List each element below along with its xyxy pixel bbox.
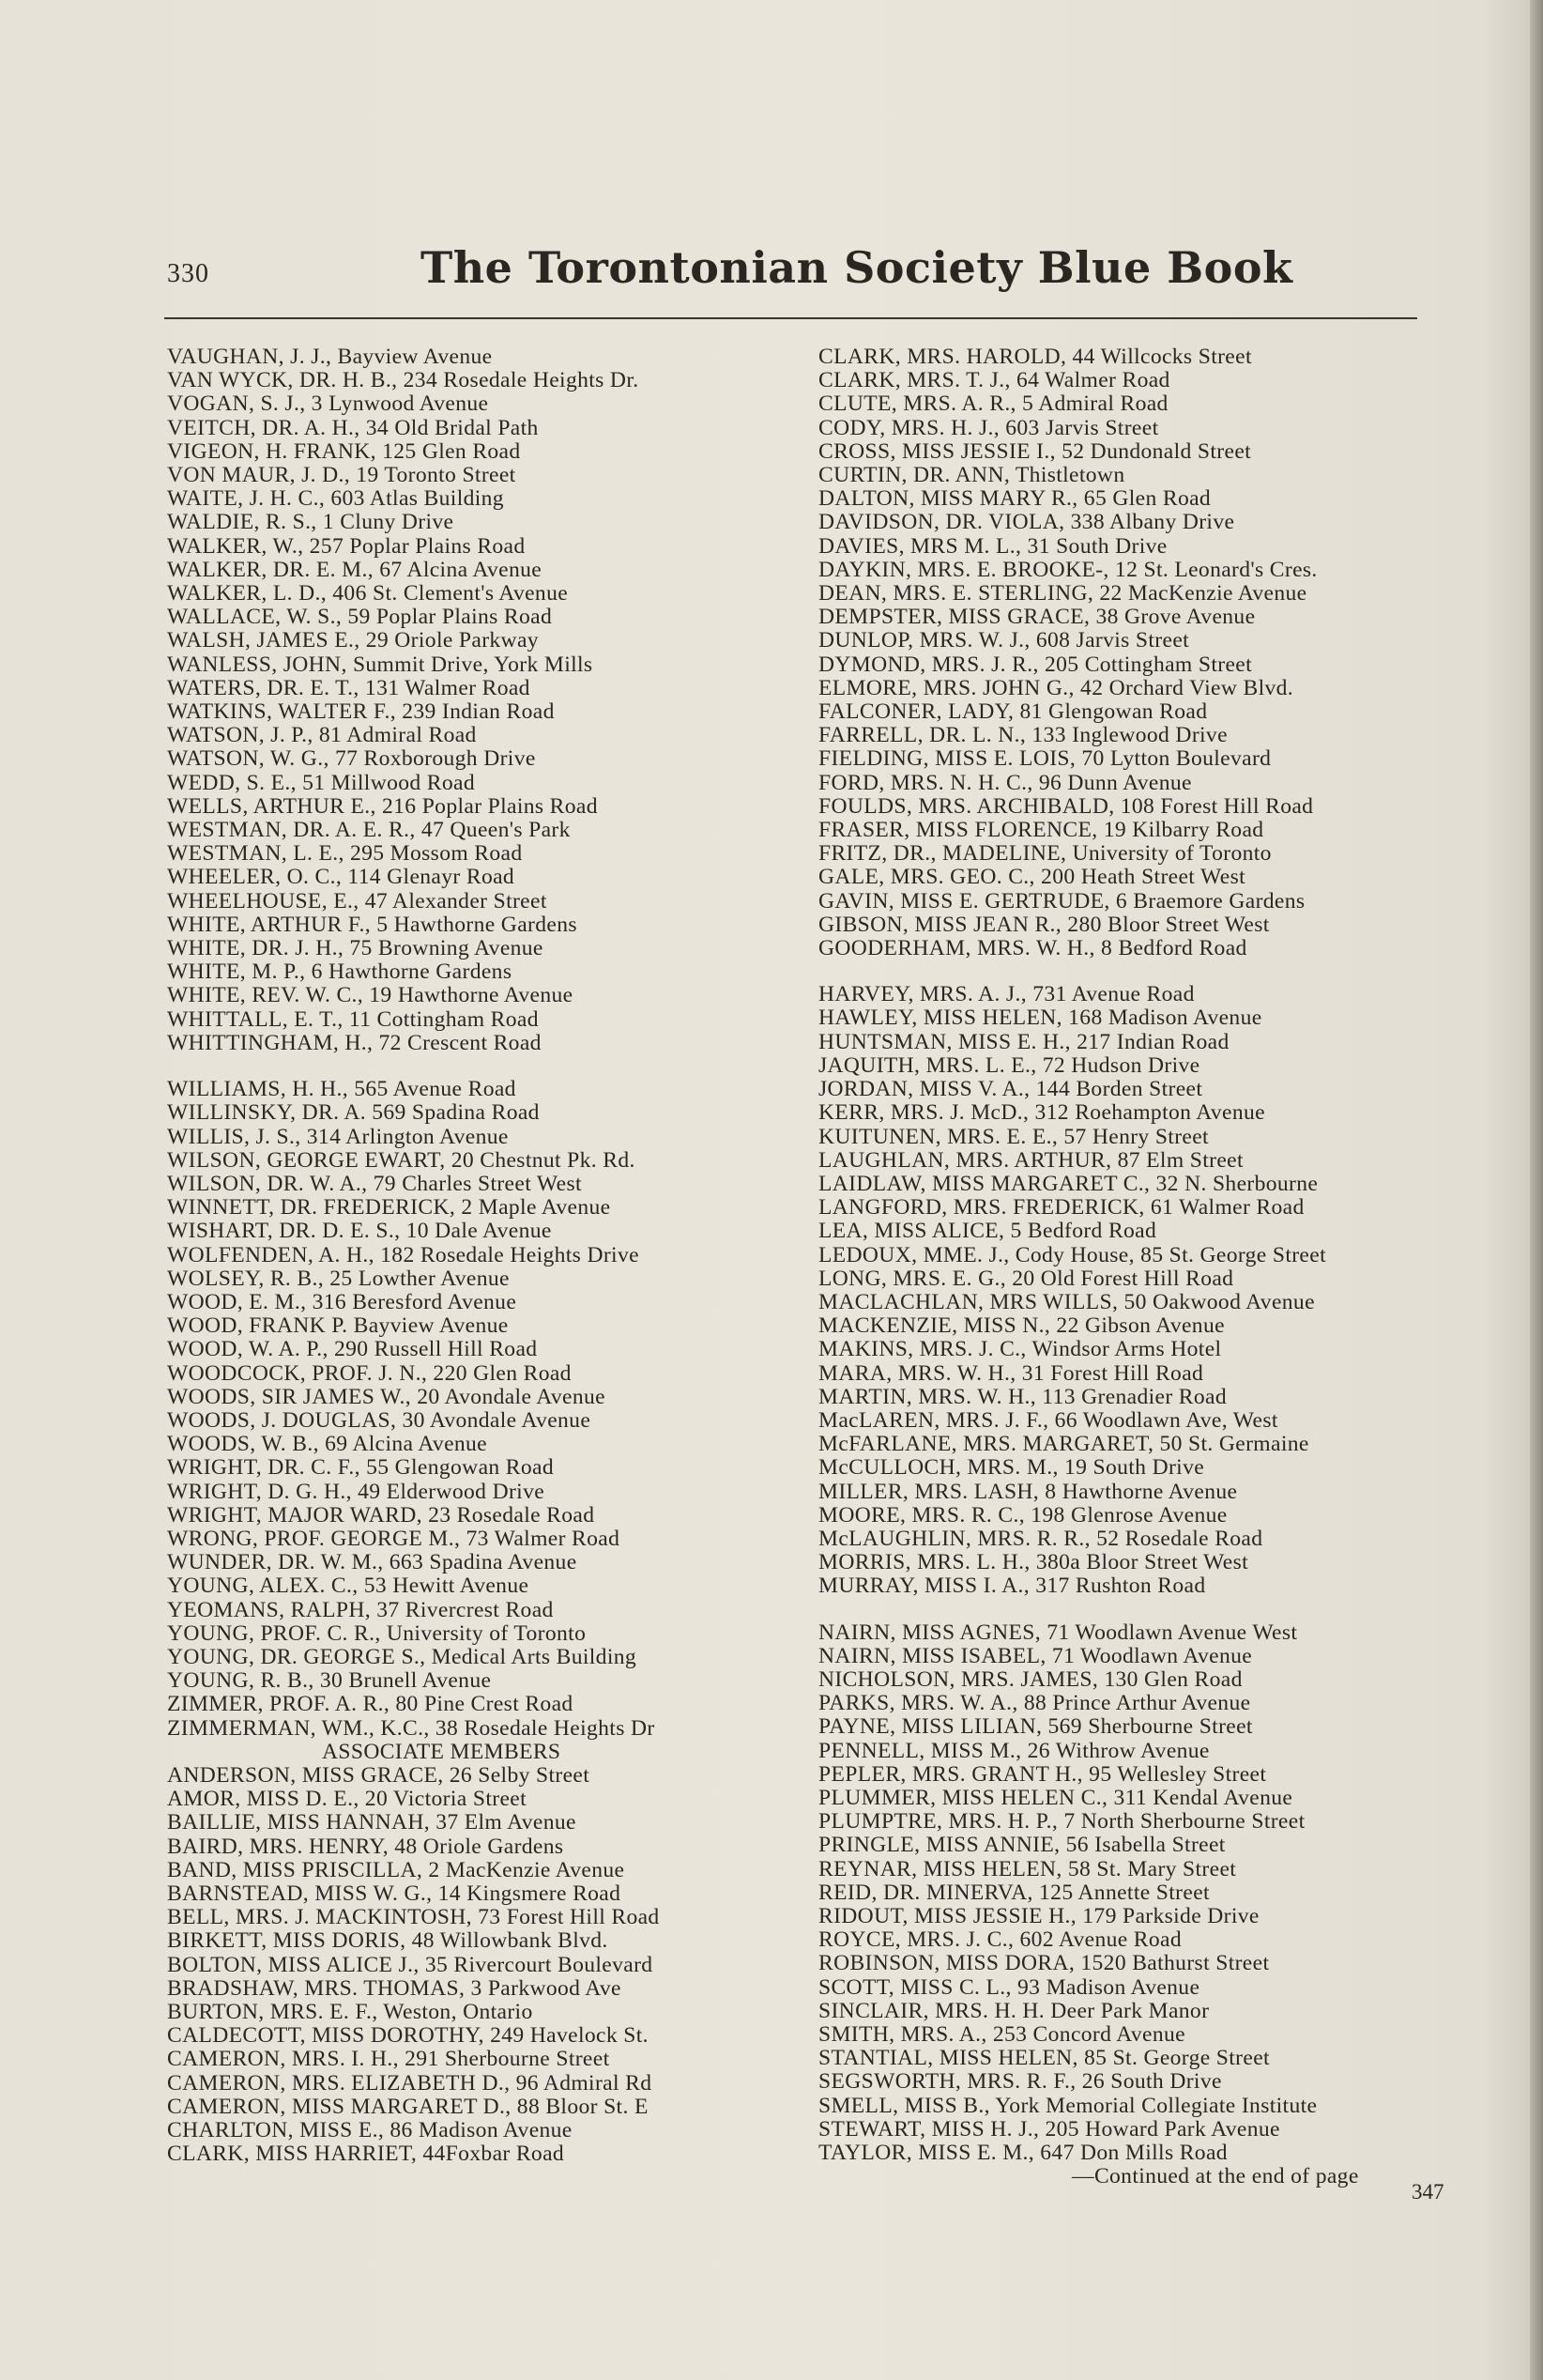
left-column: [167, 345, 787, 2166]
right-group-2: [818, 983, 1457, 1598]
directory-entry: WHITE, ARTHUR F., 5 Hawthorne Gardens: [167, 912, 577, 937]
directory-entry: GOODERHAM, MRS. W. H., 8 Bedford Road: [818, 936, 1247, 961]
directory-entry: YOUNG, DR. GEORGE S., Medical Arts Building: [167, 1644, 637, 1669]
directory-entry: WOOD, FRANK P. Bayview Avenue: [167, 1313, 509, 1339]
directory-entry: WESTMAN, DR. A. E. R., 47 Queen's Park: [167, 818, 571, 843]
directory-entry: CLUTE, MRS. A. R., 5 Admiral Road: [818, 392, 1169, 417]
directory-entry: McCULLOCH, MRS. M., 19 South Drive: [818, 1455, 1205, 1481]
directory-entry: ZIMMER, PROF. A. R., 80 Pine Crest Road: [167, 1692, 573, 1717]
directory-entry: WEDD, S. E., 51 Millwood Road: [167, 770, 475, 795]
directory-entry: VIGEON, H. FRANK, 125 Glen Road: [167, 438, 521, 464]
directory-entry: NICHOLSON, MRS. JAMES, 130 Glen Road: [818, 1666, 1243, 1692]
directory-entry: PLUMPTRE, MRS. H. P., 7 North Sherbourne Street: [818, 1809, 1306, 1835]
directory-entry: WOODS, W. B., 69 Alcina Avenue: [167, 1432, 488, 1457]
directory-entry: WANLESS, JOHN, Summit Drive, York Mills: [167, 652, 593, 677]
directory-entry: CLARK, MISS HARRIET, 44Foxbar Road: [167, 2142, 565, 2167]
directory-entry: ROYCE, MRS. J. C., 602 Avenue Road: [818, 1927, 1183, 1953]
directory-entry: LEDOUX, MME. J., Cody House, 85 St. George Street: [818, 1242, 1326, 1267]
directory-entry: CLARK, MRS. HAROLD, 44 Willcocks Street: [818, 345, 1252, 369]
directory-entry: CROSS, MISS JESSIE I., 52 Dundonald Street: [818, 438, 1252, 464]
associate-members-heading: ASSOCIATE MEMBERS: [322, 1739, 561, 1764]
directory-entry: SMITH, MRS. A., 253 Concord Avenue: [818, 2022, 1185, 2048]
directory-entry: WILLINSKY, DR. A. 569 Spadina Road: [167, 1100, 540, 1126]
directory-entry: STANTIAL, MISS HELEN, 85 St. George Street: [818, 2046, 1270, 2071]
directory-entry: VOGAN, S. J., 3 Lynwood Avenue: [167, 392, 489, 417]
directory-entry: WOODS, SIR JAMES W., 20 Avondale Avenue: [167, 1384, 605, 1409]
directory-entry: REID, DR. MINERVA, 125 Annette Street: [818, 1880, 1210, 1905]
directory-entry: YOUNG, PROF. C. R., University of Toronto: [167, 1620, 587, 1646]
continued-note: —Continued at the end of page: [1072, 2164, 1359, 2189]
directory-entry: WOLFENDEN, A. H., 182 Rosedale Heights Drive: [167, 1242, 639, 1267]
directory-entry: WELLS, ARTHUR E., 216 Poplar Plains Road: [167, 793, 598, 819]
directory-entry: DAVIDSON, DR. VIOLA, 338 Albany Drive: [818, 510, 1235, 535]
directory-entry: WOLSEY, R. B., 25 Lowther Avenue: [167, 1266, 510, 1291]
directory-entry: SINCLAIR, MRS. H. H. Deer Park Manor: [818, 1998, 1210, 2023]
directory-entry: VEITCH, DR. A. H., 34 Old Bridal Path: [167, 415, 539, 440]
spacer: [167, 1055, 787, 1078]
directory-entry: McFARLANE, MRS. MARGARET, 50 St. Germaine: [818, 1432, 1309, 1457]
directory-entry: CAMERON, MRS. ELIZABETH D., 96 Admiral Rd: [167, 2070, 652, 2096]
directory-entry: HUNTSMAN, MISS E. H., 217 Indian Road: [818, 1029, 1230, 1054]
directory-entry: MAKINS, MRS. J. C., Windsor Arms Hotel: [818, 1337, 1222, 1362]
directory-entry: WRONG, PROF. GEORGE M., 73 Walmer Road: [167, 1526, 620, 1551]
directory-entry: BIRKETT, MISS DORIS, 48 Willowbank Blvd.: [167, 1928, 608, 1954]
directory-entry: MacLAREN, MRS. J. F., 66 Woodlawn Ave, West: [818, 1407, 1278, 1433]
directory-entry: WATKINS, WALTER F., 239 Indian Road: [167, 699, 555, 725]
directory-entry: WALKER, L. D., 406 St. Clement's Avenue: [167, 581, 569, 607]
directory-entry: BAND, MISS PRISCILLA, 2 MacKenzie Avenue: [167, 1857, 625, 1882]
directory-entry: DALTON, MISS MARY R., 65 Glen Road: [818, 486, 1212, 512]
directory-entry: BURTON, MRS. E. F., Weston, Ontario: [167, 2000, 533, 2025]
book-title: The Torontonian Society Blue Book: [420, 242, 1293, 293]
directory-entry: PRINGLE, MISS ANNIE, 56 Isabella Street: [818, 1833, 1226, 1858]
directory-entry: KERR, MRS. J. McD., 312 Roehampton Avenue: [818, 1100, 1265, 1126]
right-group-1: [818, 345, 1457, 960]
right-column: [818, 345, 1457, 2188]
directory-entry: LAUGHLAN, MRS. ARTHUR, 87 Elm Street: [818, 1147, 1244, 1173]
directory-entry: RIDOUT, MISS JESSIE H., 179 Parkside Drive: [818, 1904, 1260, 1928]
directory-entry: DUNLOP, MRS. W. J., 608 Jarvis Street: [818, 628, 1190, 653]
directory-entry: BRADSHAW, MRS. THOMAS, 3 Parkwood Ave: [167, 1975, 621, 2001]
directory-entry: DAVIES, MRS M. L., 31 South Drive: [818, 533, 1168, 559]
directory-entry: BELL, MRS. J. MACKINTOSH, 73 Forest Hill Road: [167, 1905, 660, 1930]
directory-entry: CALDECOTT, MISS DOROTHY, 249 Havelock St.: [167, 2023, 649, 2049]
directory-entry: McLAUGHLIN, MRS. R. R., 52 Rosedale Road: [818, 1526, 1263, 1551]
directory-entry: WOODS, J. DOUGLAS, 30 Avondale Avenue: [167, 1407, 591, 1433]
directory-entry: AMOR, MISS D. E., 20 Victoria Street: [167, 1787, 527, 1812]
left-group-3: [167, 1764, 787, 2166]
directory-entry: SCOTT, MISS C. L., 93 Madison Avenue: [818, 1974, 1200, 2000]
directory-entry: WHEELER, O. C., 114 Glenayr Road: [167, 865, 515, 890]
directory-entry: WOODCOCK, PROF. J. N., 220 Glen Road: [167, 1360, 572, 1386]
directory-entry: NAIRN, MISS ISABEL, 71 Woodlawn Avenue: [818, 1643, 1253, 1668]
directory-entry: DEMPSTER, MISS GRACE, 38 Grove Avenue: [818, 605, 1256, 630]
page-edge: [1530, 0, 1543, 2380]
directory-entry: REYNAR, MISS HELEN, 58 St. Mary Street: [818, 1856, 1237, 1881]
directory-entry: WALKER, W., 257 Poplar Plains Road: [167, 533, 526, 559]
directory-entry: BOLTON, MISS ALICE J., 35 Rivercourt Boulevard: [167, 1952, 653, 1977]
directory-entry: WILLIAMS, H. H., 565 Avenue Road: [167, 1077, 516, 1102]
directory-entry: FIELDING, MISS E. LOIS, 70 Lytton Boulevard: [818, 746, 1272, 772]
directory-entry: DAYKIN, MRS. E. BROOKE-, 12 St. Leonard's Cres.: [818, 557, 1318, 582]
directory-entry: ANDERSON, MISS GRACE, 26 Selby Street: [167, 1762, 590, 1788]
directory-entry: MARTIN, MRS. W. H., 113 Grenadier Road: [818, 1384, 1228, 1409]
directory-entry: MARA, MRS. W. H., 31 Forest Hill Road: [818, 1360, 1204, 1386]
directory-entry: WUNDER, DR. W. M., 663 Spadina Avenue: [167, 1550, 577, 1575]
directory-entry: MACKENZIE, MISS N., 22 Gibson Avenue: [818, 1313, 1225, 1339]
page-header: [167, 242, 1415, 293]
directory-entry: WILSON, GEORGE EWART, 20 Chestnut Pk. Rd.: [167, 1147, 635, 1173]
directory-entry: CLARK, MRS. T. J., 64 Walmer Road: [818, 368, 1170, 393]
directory-entry: WALLACE, W. S., 59 Poplar Plains Road: [167, 605, 553, 630]
directory-entry: LONG, MRS. E. G., 20 Old Forest Hill Road: [818, 1266, 1234, 1291]
directory-entry: GALE, MRS. GEO. C., 200 Heath Street West: [818, 865, 1246, 890]
directory-entry: WALSH, JAMES E., 29 Oriole Parkway: [167, 628, 539, 653]
spacer: [818, 1599, 1457, 1621]
directory-entry: DEAN, MRS. E. STERLING, 22 MacKenzie Avenue: [818, 581, 1307, 607]
directory-entry: WHITTINGHAM, H., 72 Crescent Road: [167, 1030, 542, 1055]
directory-entry: STEWART, MISS H. J., 205 Howard Park Avenue: [818, 2116, 1280, 2142]
directory-entry: FORD, MRS. N. H. C., 96 Dunn Avenue: [818, 770, 1192, 795]
directory-entry: WALKER, DR. E. M., 67 Alcina Avenue: [167, 557, 542, 582]
continued-page-number: 347: [1412, 2180, 1444, 2203]
directory-entry: CAMERON, MISS MARGARET D., 88 Bloor St. E: [167, 2094, 649, 2119]
directory-entry: SMELL, MISS B., York Memorial Collegiate Institute: [818, 2093, 1318, 2118]
directory-entry: WOOD, E. M., 316 Beresford Avenue: [167, 1289, 517, 1314]
left-group-2: [167, 1078, 787, 1741]
directory-entry: FARRELL, DR. L. N., 133 Inglewood Drive: [818, 723, 1228, 748]
directory-entry: PAYNE, MISS LILIAN, 569 Sherbourne Street: [818, 1714, 1253, 1740]
directory-entry: MORRIS, MRS. L. H., 380a Bloor Street West: [818, 1550, 1249, 1575]
directory-entry: JORDAN, MISS V. A., 144 Borden Street: [818, 1077, 1203, 1102]
directory-entry: BAILLIE, MISS HANNAH, 37 Elm Avenue: [167, 1810, 576, 1835]
directory-entry: DYMOND, MRS. J. R., 205 Cottingham Street: [818, 652, 1252, 677]
directory-entry: ROBINSON, MISS DORA, 1520 Bathurst Street: [818, 1951, 1270, 1976]
directory-entry: ELMORE, MRS. JOHN G., 42 Orchard View Blvd.: [818, 675, 1294, 700]
directory-entry: WAITE, J. H. C., 603 Atlas Building: [167, 486, 504, 512]
directory-entry: WHITE, DR. J. H., 75 Browning Avenue: [167, 936, 543, 961]
directory-entry: PENNELL, MISS M., 26 Withrow Avenue: [818, 1738, 1210, 1763]
directory-entry: GAVIN, MISS E. GERTRUDE, 6 Braemore Gardens: [818, 888, 1306, 914]
directory-entry: WRIGHT, MAJOR WARD, 23 Rosedale Road: [167, 1502, 595, 1528]
directory-entry: WHITE, M. P., 6 Hawthorne Gardens: [167, 960, 512, 985]
directory-entry: LEA, MISS ALICE, 5 Bedford Road: [818, 1219, 1157, 1244]
directory-entry: YEOMANS, RALPH, 37 Rivercrest Road: [167, 1597, 554, 1622]
right-group-3: [818, 1621, 1457, 2166]
directory-entry: LAIDLAW, MISS MARGARET C., 32 N. Sherbourne: [818, 1171, 1319, 1196]
directory-entry: WINNETT, DR. FREDERICK, 2 Maple Avenue: [167, 1195, 611, 1221]
directory-entry: WOOD, W. A. P., 290 Russell Hill Road: [167, 1337, 538, 1362]
directory-entry: WESTMAN, L. E., 295 Mossom Road: [167, 841, 523, 867]
directory-entry: FRASER, MISS FLORENCE, 19 Kilbarry Road: [818, 818, 1264, 843]
directory-entry: MURRAY, MISS I. A., 317 Rushton Road: [818, 1574, 1206, 1599]
left-group-1: [167, 345, 787, 1055]
directory-entry: HARVEY, MRS. A. J., 731 Avenue Road: [818, 982, 1195, 1007]
directory-entry: PEPLER, MRS. GRANT H., 95 Wellesley Street: [818, 1761, 1267, 1787]
directory-entry: CURTIN, DR. ANN, Thistletown: [818, 463, 1125, 488]
directory-entry: WRIGHT, D. G. H., 49 Elderwood Drive: [167, 1479, 545, 1504]
directory-entry: WHITE, REV. W. C., 19 Hawthorne Avenue: [167, 983, 573, 1008]
directory-entry: TAYLOR, MISS E. M., 647 Don Mills Road: [818, 2141, 1228, 2166]
directory-entry: WHITTALL, E. T., 11 Cottingham Road: [167, 1006, 539, 1032]
page-number: 330: [167, 259, 209, 288]
directory-entry: WILSON, DR. W. A., 79 Charles Street West: [167, 1171, 582, 1196]
directory-entry: LANGFORD, MRS. FREDERICK, 61 Walmer Road: [818, 1195, 1305, 1221]
directory-entry: FOULDS, MRS. ARCHIBALD, 108 Forest Hill Road: [818, 793, 1314, 819]
directory-entry: MACLACHLAN, MRS WILLS, 50 Oakwood Avenue: [818, 1289, 1315, 1314]
directory-entry: YOUNG, ALEX. C., 53 Hewitt Avenue: [167, 1574, 529, 1599]
directory-entry: CHARLTON, MISS E., 86 Madison Avenue: [167, 2118, 573, 2143]
directory-entry: KUITUNEN, MRS. E. E., 57 Henry Street: [818, 1124, 1209, 1149]
directory-entry: VAUGHAN, J. J., Bayview Avenue: [167, 345, 493, 369]
directory-entry: ZIMMERMAN, WM., K.C., 38 Rosedale Heights Dr: [167, 1715, 655, 1741]
directory-entry: MOORE, MRS. R. C., 198 Glenrose Avenue: [818, 1502, 1228, 1528]
directory-entry: WRIGHT, DR. C. F., 55 Glengowan Road: [167, 1455, 554, 1481]
directory-entry: CODY, MRS. H. J., 603 Jarvis Street: [818, 415, 1159, 440]
spacer: [818, 960, 1457, 983]
directory-entry: WATERS, DR. E. T., 131 Walmer Road: [167, 675, 530, 700]
directory-entry: VAN WYCK, DR. H. B., 234 Rosedale Heights Dr.: [167, 368, 639, 393]
directory-entry: WHEELHOUSE, E., 47 Alexander Street: [167, 888, 547, 914]
directory-entry: GIBSON, MISS JEAN R., 280 Bloor Street West: [818, 912, 1270, 937]
directory-entry: BARNSTEAD, MISS W. G., 14 Kingsmere Road: [167, 1881, 621, 1906]
directory-entry: JAQUITH, MRS. L. E., 72 Hudson Drive: [818, 1052, 1200, 1078]
directory-entry: YOUNG, R. B., 30 Brunell Avenue: [167, 1668, 492, 1694]
directory-entry: FALCONER, LADY, 81 Glengowan Road: [818, 699, 1208, 725]
directory-entry: PLUMMER, MISS HELEN C., 311 Kendal Avenue: [818, 1785, 1293, 1810]
directory-entry: WISHART, DR. D. E. S., 10 Dale Avenue: [167, 1219, 552, 1244]
directory-entry: WATSON, W. G., 77 Roxborough Drive: [167, 746, 536, 772]
directory-entry: NAIRN, MISS AGNES, 71 Woodlawn Avenue West: [818, 1620, 1298, 1645]
directory-entry: VON MAUR, J. D., 19 Toronto Street: [167, 463, 516, 488]
directory-entry: BAIRD, MRS. HENRY, 48 Oriole Gardens: [167, 1834, 564, 1859]
directory-entry: WILLIS, J. S., 314 Arlington Avenue: [167, 1124, 509, 1149]
directory-entry: PARKS, MRS. W. A., 88 Prince Arthur Avenue: [818, 1691, 1251, 1716]
directory-entry: FRITZ, DR., MADELINE, University of Toronto: [818, 841, 1272, 867]
header-rule: [164, 317, 1417, 319]
directory-entry: HAWLEY, MISS HELEN, 168 Madison Avenue: [818, 1006, 1262, 1031]
directory-entry: WATSON, J. P., 81 Admiral Road: [167, 723, 477, 748]
directory-entry: SEGSWORTH, MRS. R. F., 26 South Drive: [818, 2069, 1222, 2095]
directory-entry: WALDIE, R. S., 1 Cluny Drive: [167, 510, 454, 535]
directory-entry: CAMERON, MRS. I. H., 291 Sherbourne Street: [167, 2047, 610, 2072]
directory-entry: MILLER, MRS. LASH, 8 Hawthorne Avenue: [818, 1479, 1238, 1504]
